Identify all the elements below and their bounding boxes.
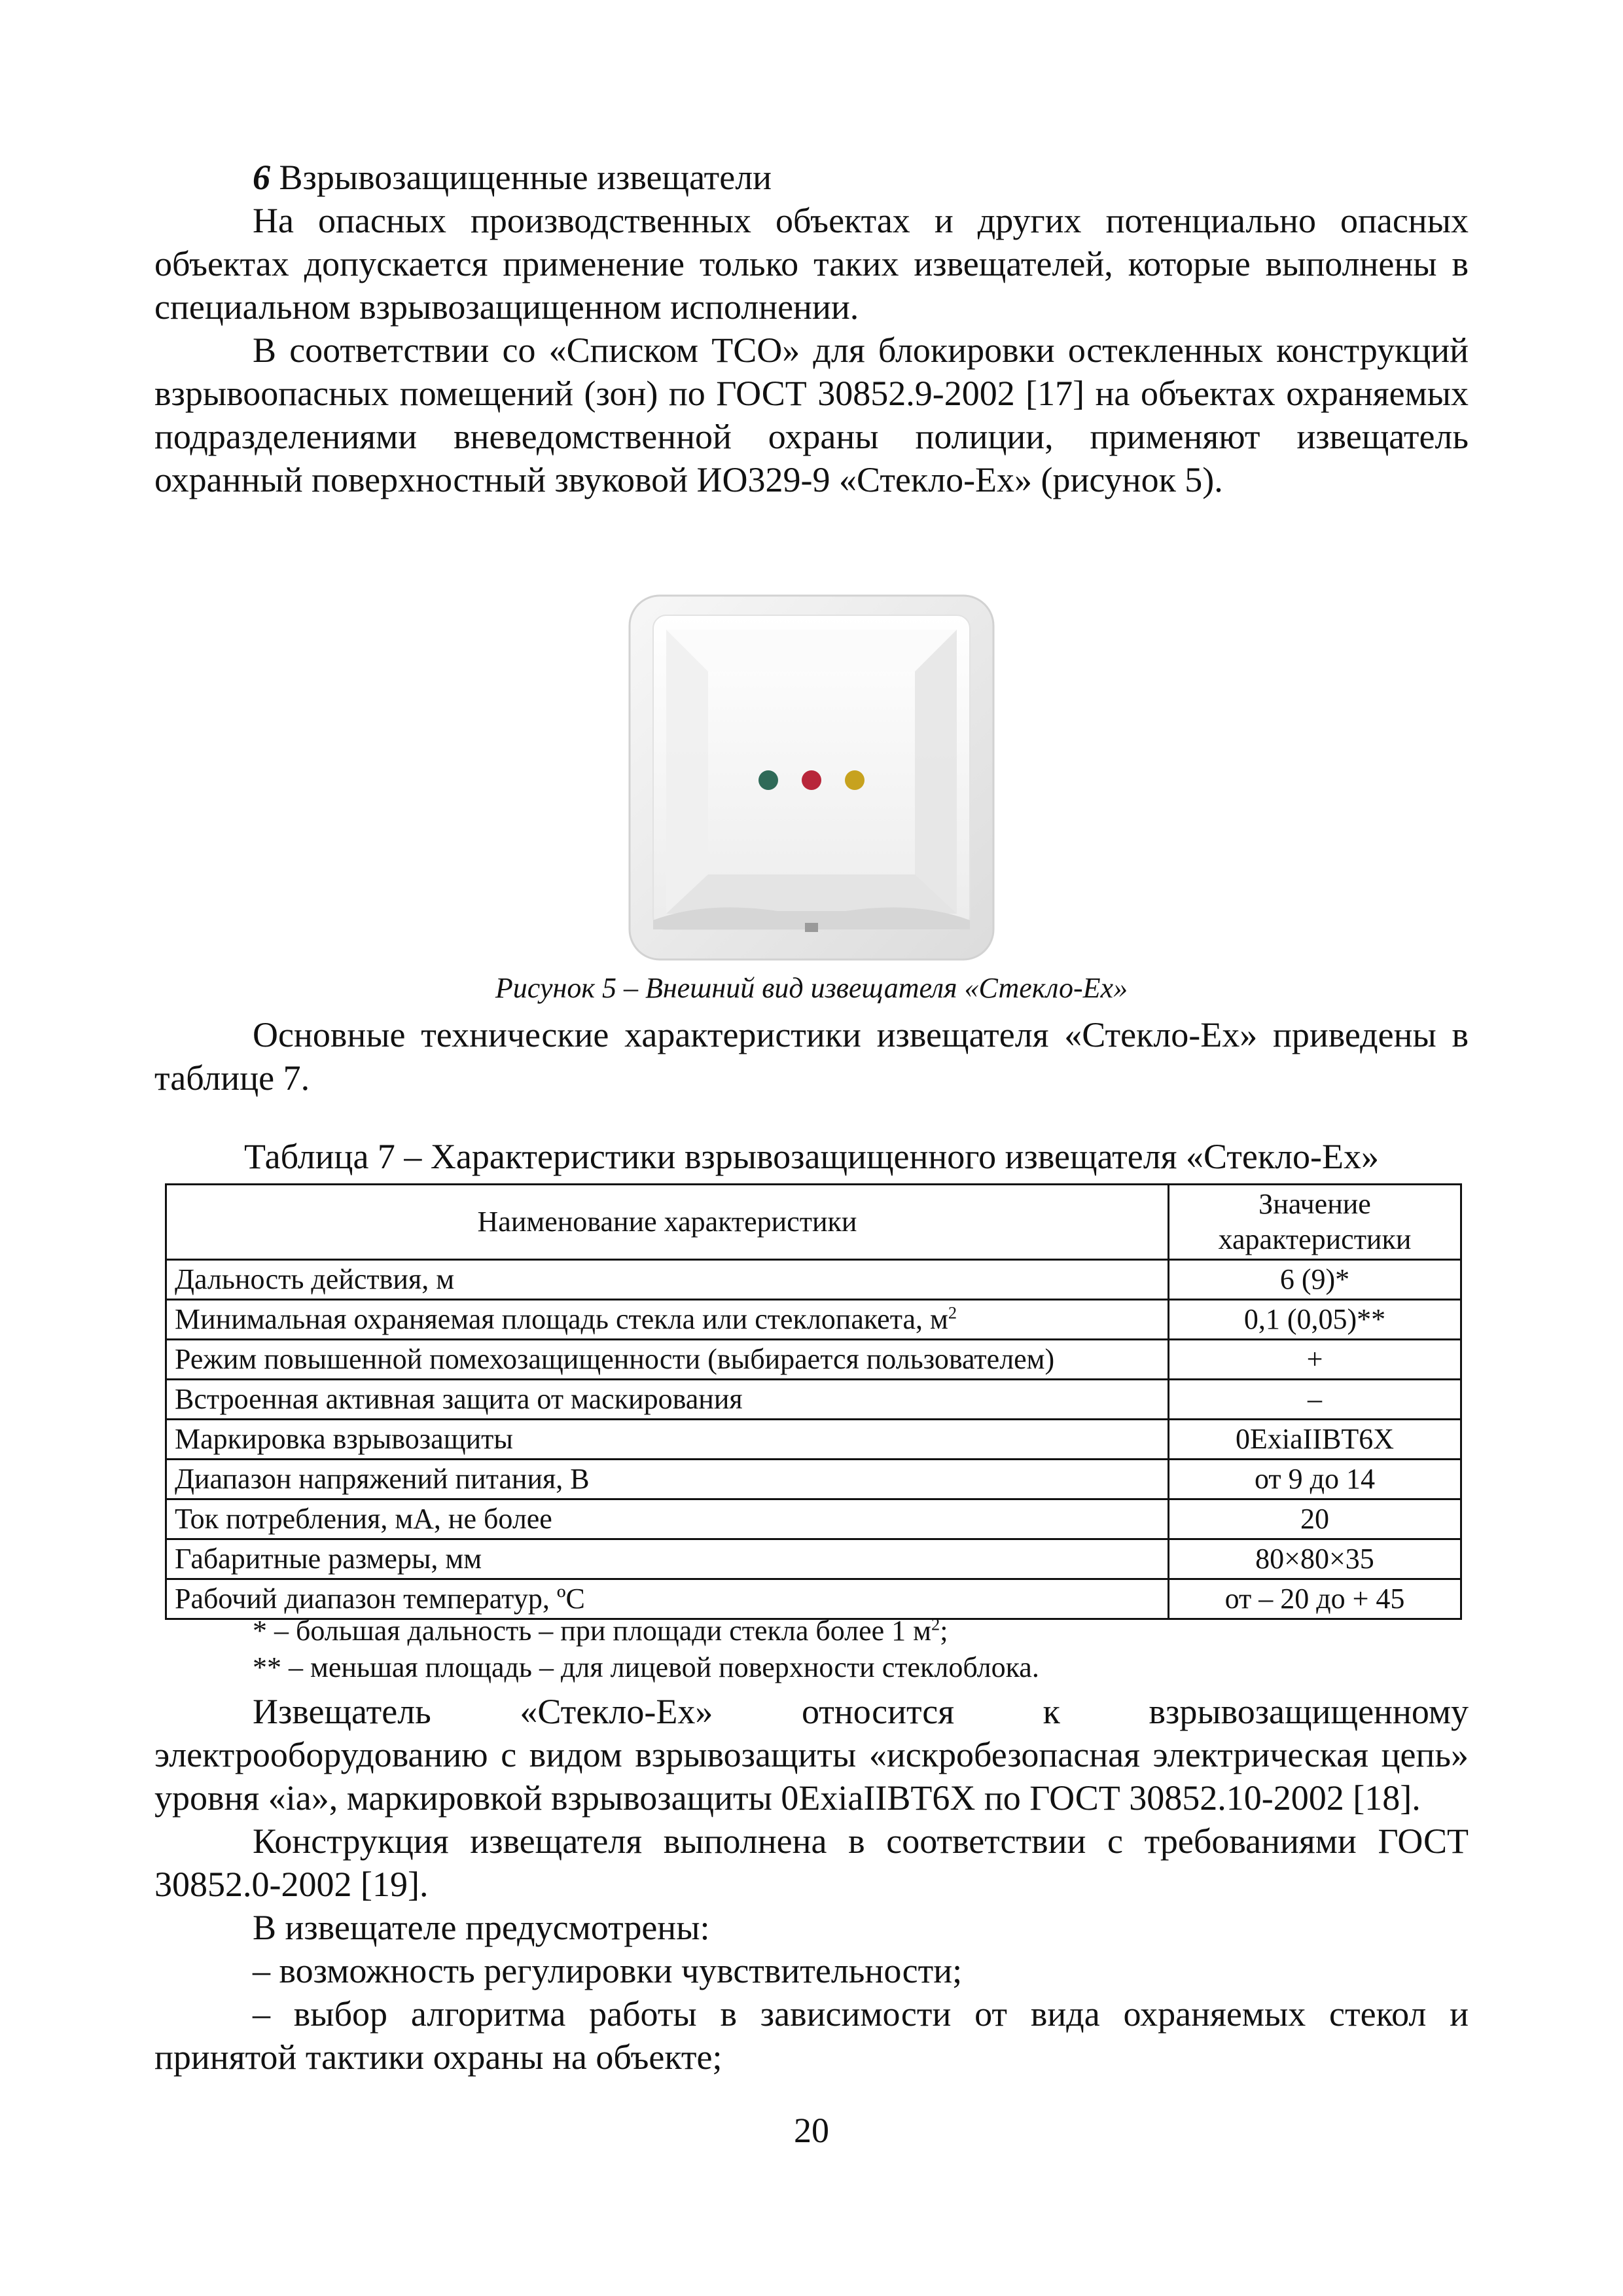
table-row <box>166 1260 1461 1300</box>
row-name: Диапазон напряжений питания, В <box>166 1460 1169 1499</box>
table-row <box>166 1460 1461 1499</box>
figure-caption: Рисунок 5 – Внешний вид извещателя «Стекло-Ех» <box>495 972 1128 1004</box>
table-notes <box>154 1613 1469 1686</box>
table-row <box>166 1300 1461 1340</box>
table-header-row <box>166 1185 1461 1260</box>
section-heading <box>154 156 1469 199</box>
table-row <box>166 1420 1461 1460</box>
section-number: 6 <box>253 158 270 197</box>
intro-block <box>154 156 1469 501</box>
row-value: 20 <box>1169 1499 1461 1539</box>
row-name: Габаритные размеры, мм <box>166 1539 1169 1579</box>
row-value: 6 (9)* <box>1169 1260 1461 1300</box>
body-block <box>154 1690 1469 2079</box>
detector-figure <box>627 593 996 962</box>
list-item: – возможность регулировки чувствительности; <box>253 1951 963 1990</box>
table-header-value: Значение характеристики <box>1169 1185 1461 1260</box>
table-row <box>166 1340 1461 1380</box>
specs-table <box>165 1183 1462 1620</box>
row-name: Встроенная активная защита от маскирования <box>166 1380 1169 1420</box>
row-value: 0ExiaIIBT6X <box>1169 1420 1461 1460</box>
row-value: 0,1 (0,05)** <box>1169 1300 1461 1340</box>
paragraph-explosion-protection: Извещатель «Стекло-Ех» относится к взрывозащищенному электрооборудованию с видом взрывозащиты «искробезопасная электрическая цепь» уровня «ia», маркировкой взрывозащиты 0ExiaIIBT6X по ГОСТ 30852.10-2002 [18]. <box>154 1692 1469 1818</box>
row-name: Рабочий диапазон температур, ºС <box>166 1579 1169 1619</box>
row-value: от – 20 до + 45 <box>1169 1579 1461 1619</box>
paragraph-table-reference: Основные технические характеристики извещателя «Стекло-Ех» приведены в таблице 7. <box>154 1015 1469 1098</box>
row-name: Ток потребления, мА, не более <box>166 1499 1169 1539</box>
table-intro-block <box>154 1013 1469 1100</box>
section-title: Взрывозащищенные извещатели <box>279 158 772 197</box>
table-row <box>166 1539 1461 1579</box>
row-value: – <box>1169 1380 1461 1420</box>
table-row <box>166 1380 1461 1420</box>
row-name: Дальность действия, м <box>166 1260 1169 1300</box>
led-green <box>758 770 778 790</box>
table-caption: Таблица 7 – Характеристики взрывозащищенного извещателя «Стекло-Ех» <box>243 1137 1380 1176</box>
paragraph-features-intro: В извещателе предусмотрены: <box>253 1908 710 1947</box>
list-item: – выбор алгоритма работы в зависимости от вида охраняемых стекол и принятой тактики охраны на объекте; <box>154 1994 1469 2077</box>
row-value: от 9 до 14 <box>1169 1460 1461 1499</box>
paragraph-tso-list: В соответствии со «Списком ТСО» для блокировки остекленных конструкций взрывоопасных помещений (зон) по ГОСТ 30852.9-2002 [17] на объектах охраняемых подразделениями вневедомственной охраны полиции, применяют извещатель охранный поверхностный звуковой ИО329-9 «Стекло-Ех» (рисунок 5). <box>154 331 1469 499</box>
table-note-1: * – большая дальность – при площади стекла более 1 $м^2$; <box>253 1614 948 1647</box>
row-value: 80×80×35 <box>1169 1539 1461 1579</box>
table-note-2: ** – меньшая площадь – для лицевой поверхности стеклоблока. <box>253 1651 1039 1683</box>
table-row <box>166 1499 1461 1539</box>
led-red <box>802 770 821 790</box>
row-name: Минимальная охраняемая площадь стекла или стеклопакета, $м^2$ <box>166 1300 1169 1340</box>
detector-slot <box>805 923 818 932</box>
row-name: Режим повышенной помехозащищенности (выбирается пользователем) <box>166 1340 1169 1380</box>
paragraph-construction: Конструкция извещателя выполнена в соответствии с требованиями ГОСТ 30852.0-2002 [19]. <box>154 1821 1469 1904</box>
page-number: 20 <box>794 2111 829 2150</box>
row-name: Маркировка взрывозащиты <box>166 1420 1169 1460</box>
led-yellow <box>845 770 865 790</box>
paragraph-hazardous-objects: На опасных производственных объектах и других потенциально опасных объектах допускается применение только таких извещателей, которые выполнены в специальном взрывозащищенном исполнении. <box>154 201 1469 327</box>
table-header-name: Наименование характеристики <box>166 1185 1169 1260</box>
row-value: + <box>1169 1340 1461 1380</box>
